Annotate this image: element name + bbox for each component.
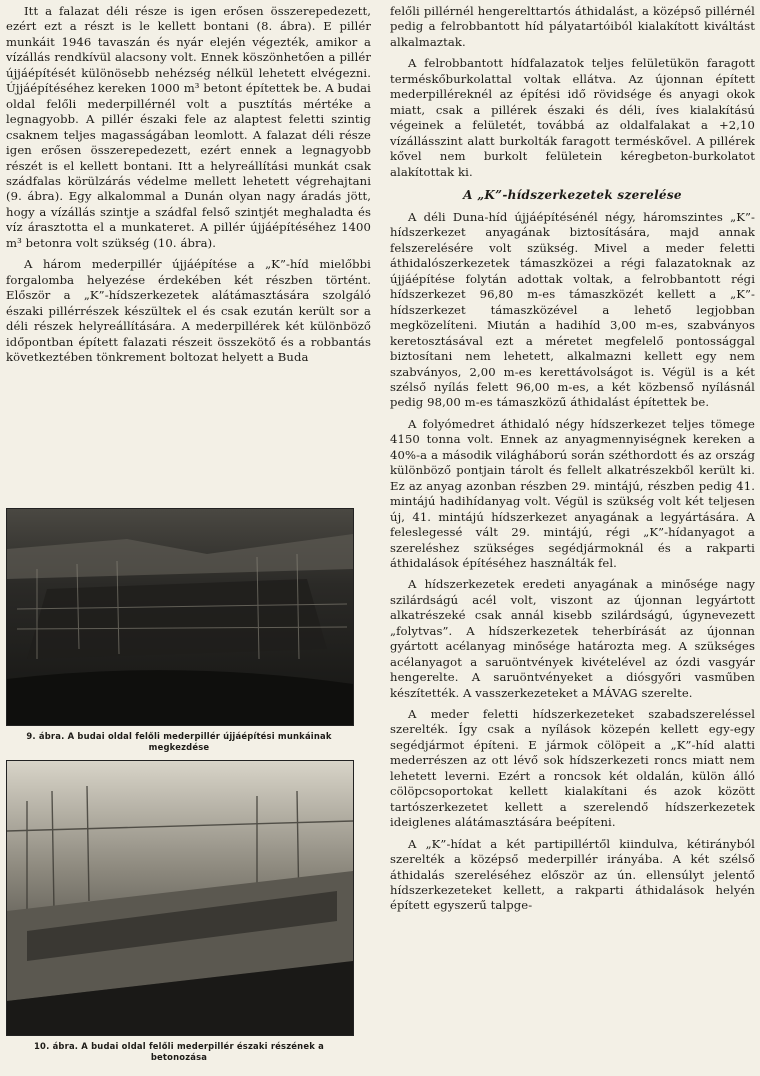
figure-10-photo: [6, 760, 354, 1036]
body-paragraph: A folyómedret áthidaló négy hídszerkezet teljes tömege 4150 tonna volt. Ennek az anyagmennyiségnek kereken a 40%-a a második világháború során széthordott és az ország különböző pontjain tárolt és fellelt alkatrészekből került ki. Ez az anyag azonban részben 29. mintájú, részben pedig 41. mintájú hadihídanyag volt. Végül is szükség volt két teljesen új, 41. mintájú hídszerkezet anyagának a legyártására. A feleslegessé vált 29. mintájú, régi „K”-hídanyagot a szereléshez szükséges segédjármoknál és a rakparti áthidalások építéséhez használták fel.: [390, 416, 755, 570]
body-paragraph: felőli pillérnél hengerelttartós áthidalást, a középső pillérnél pedig a felrobbantott híd pályatartóiból kialakított kiváltást alkalmaztak.: [390, 4, 755, 49]
body-paragraph: A felrobbantott hídfalazatok teljes felületükön faragott terméskőburkolattal voltak ellátva. Az újonnan épített mederpilléreknél az építési idő rövidsége és anyagi okok miatt, csak a pillérek északi és déli, íves kialakítású végeinek a felületét, továbbá az oldalfalakat a +2,10 vízállásszint alatt burkolták faragott terméskővel. A pillérek kővel nem burkolt felületein kéregbeton-burkolatot alakítottak ki.: [390, 56, 755, 179]
body-paragraph: A meder feletti hídszerkezeteket szabadszereléssel szerelték. Így csak a nyílások közepén kellett egy-egy segédjármot építeni. E jármok cölöpeit a „K”-híd alatti mederrészen az ott lévő sok hídszerkezeti roncs miatt nem lehetett leverni. Ezért a roncsok két oldalán, külön álló cölöpcsoportokat kellett kialakítani és azok között tartószerkezetet kellett a szerelendő hídszerkezetek ideiglenes alátámasztására beépíteni.: [390, 707, 755, 830]
body-paragraph: Itt a falazat déli része is igen erősen összerepedezett, ezért ezt a részt is le kellett bontani (8. ábra). E pillér munkáit 1946 tavaszán és nyár elején végezték, amikor a vízállás rendkívül alacsony volt. Ennek köszönhetően a pillér újjáépítését különösebb nehézség nélkül lehetett elvégezni. Újjáépítéséhez kereken 1000 m³ betont építettek be. A budai oldal felőli mederpillérnél volt a pusztítás mértéke a legnagyobb. A pillér északi fele az alaptest feletti szintig csaknem teljes magasságában leomlott. A falazat déli része igen erősen összerepedezett, ezért ennek a legnagyobb részét is el kellett bontani. Itt a helyreállítási munkát csak szádfalas körülzárás védelme mellett lehetett végrehajtani (9. ábra). Egy alkalommal a Dunán olyan nagy áradás jött, hogy a vízállás szintje a szádfal felső szintjét meghaladta és víz árasztotta el a munkateret. A pillér újjáépítéséhez 1400 m³ betonra volt szükség (10. ábra).: [6, 4, 371, 250]
section-heading: A „K”-hídszerkezetek szerelése: [463, 187, 682, 202]
figure-9-caption: 9. ábra. A budai oldal felőli mederpillér újjáépítési munkáinak megkezdése: [26, 731, 332, 752]
figure-10-caption: 10. ábra. A budai oldal felőli mederpillér északi részének a betonozása: [34, 1041, 324, 1062]
right-column: [390, 4, 755, 920]
left-column: [6, 4, 371, 371]
body-paragraph: A hídszerkezetek eredeti anyagának a minősége nagy szilárdságú acél volt, viszont az újonnan legyártott alkatrészeké csak annál kisebb szilárdságú, úgynevezett „folytvas”. A hídszerkezetek teherbírását az újonnan gyártott acélanyag minősége határozta meg. A szükséges acélanyagot a saruöntvények kivételével az ózdi vasgyár hengerelte. A saruöntvényeket a diósgyőri vasműben készítették. A vasszerkezeteket a MÁVAG szerelte.: [390, 577, 755, 700]
body-paragraph: A déli Duna-híd újjáépítésénél négy, háromszintes „K”-hídszerkezet anyagának biztosítására, majd annak felszerelésére volt szükség. Mivel a meder feletti áthidalószerkezetek támaszközei a régi falazatoknak az újjáépítése folytán adottak voltak, a felrobbantott régi hídszerkezet 96,80 m-es támaszközét kellett a „K”-hídszerkezet támaszközével a lehető legjobban megközelíteni. Miután a hadihíd 3,00 m-es, szabványos keretosztásával ezt a méretet megfelelő pontossággal biztosítani nem lehetett, alkalmazni kellett egy nem szabványos, 2,00 m-es kerettávolságot is. Végül is a két szélső nyílás felett 96,00 m-es, a két közbenső nyílásnál pedig 98,00 m-es támaszközű áthidalást építettek be.: [390, 209, 755, 410]
figure-10: [6, 760, 352, 1063]
body-paragraph: A „K”-hídat a két partipillértől kiindulva, kétirányból szerelték a középső mederpillér irányába. A két szélső áthidalás szereléséhez először az ún. ellensúlyt jelentő hídszerkezeteket kellett, a rakparti áthidalások helyén épített egyszerű talpge-: [390, 836, 755, 913]
figure-9: [6, 508, 352, 753]
body-paragraph: A három mederpillér újjáépítése a „K”-híd mielőbbi forgalomba helyezése érdekében két részben történt. Először a „K”-hídszerkezetek alátámasztására szolgáló északi pillérrészek készültek el és csak ezután került sor a déli részek helyreállítására. A mederpillérek két különböző időpontban épített falazati részeit összekötő és a robbantás következtében tönkrement boltozat helyett a Buda: [6, 257, 371, 364]
figure-9-photo: [6, 508, 354, 726]
